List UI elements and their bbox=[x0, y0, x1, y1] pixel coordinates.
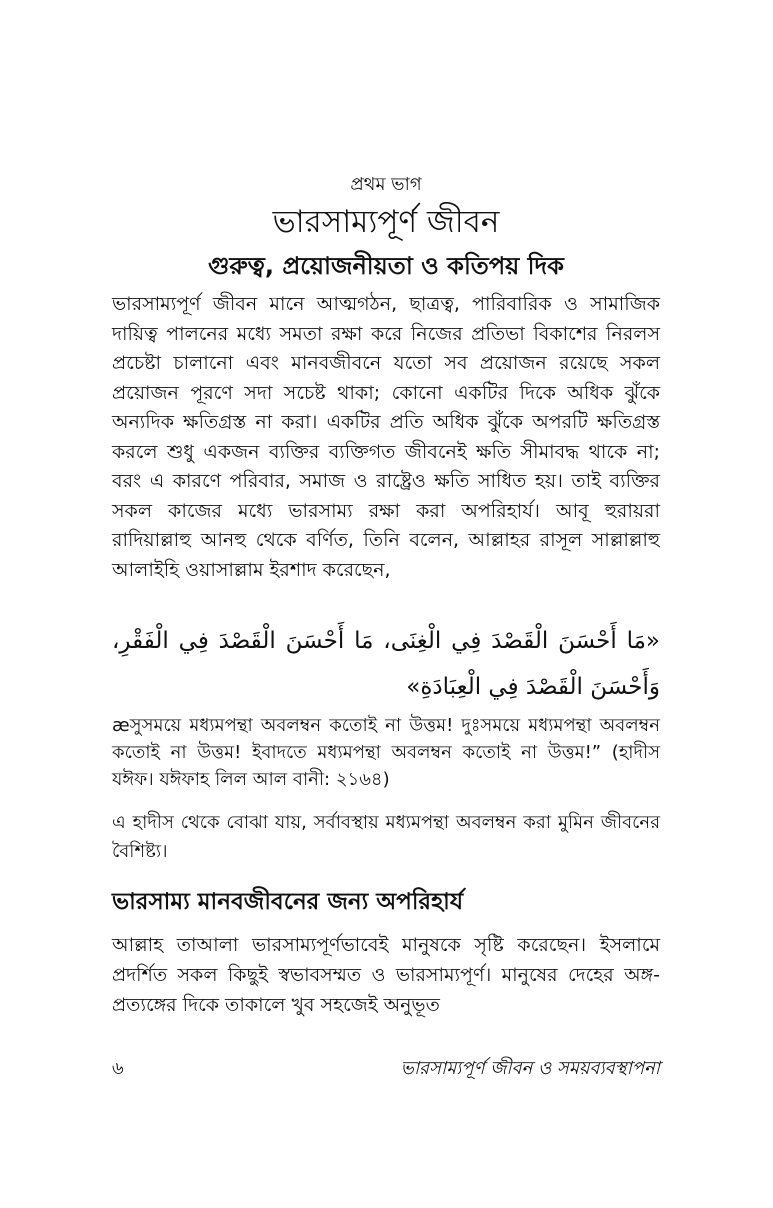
book-page bbox=[112, 0, 660, 1208]
paragraph-intro: ভারসাম্যপূর্ণ জীবন মানে আত্মগঠন, ছাত্রত্ব, পারিবারিক ও সামাজিক দায়িত্ব পালনের মধ্যে সমতা রক্ষা করে নিজের প্রতিভা বিকাশের নিরলস প্রচেষ্টা চালানো এবং মানবজীবনে যতো সব প্রয়োজন রয়েছে সকল প্রয়োজন পূরণে সদা সচেষ্ট থাকা; কোনো একটির দিকে অধিক ঝুঁকে অন্যদিক ক্ষতিগ্রস্ত না করা। একটির প্রতি অধিক ঝুঁকে অপরটি ক্ষতিগ্রস্ত করলে শুধু একজন ব্যক্তির ব্যক্তিগত জীবনেই ক্ষতি সীমাবদ্ধ থাকে না; বরং এ কারণে পরিবার, সমাজ ও রাষ্ট্রেও ক্ষতি সাধিত হয়। তাই ব্যক্তির সকল কাজের মধ্যে ভারসাম্য রক্ষা করা অপরিহার্য। আবূ হুরায়রা রাদিয়াল্লাহু আনহু থেকে বর্ণিত, তিনি বলেন, আল্লাহর রাসূল সাল্লাল্লাহু আলাইহি ওয়াসাল্লাম ইরশাদ করেছেন, bbox=[112, 293, 660, 581]
page-number: ৬ bbox=[112, 1058, 124, 1079]
page-footer bbox=[112, 1054, 660, 1082]
running-title: ভারসাম্যপূর্ণ জীবন ও সময়ব্যবস্থাপনা bbox=[400, 1058, 660, 1079]
paragraph-conclusion: এ হাদীস থেকে বোঝা যায়, সর্বাবস্থায় মধ্যমপন্থা অবলম্বন করা মুমিন জীবনের বৈশিষ্ট্য। bbox=[112, 812, 660, 862]
hadith-translation: æসুসময়ে মধ্যমপন্থা অবলম্বন কতোই না উত্তম! দুঃসময়ে মধ্যমপন্থা অবলম্বন কতোই না উত্তম! ইবাদতে মধ্যমপন্থা অবলম্বন কতোই না উত্তম!” (হাদীস যঈফ। যঈফাহ লিল আল বানী: ২১৬৪) bbox=[112, 715, 660, 790]
paragraph-section: আল্লাহ তাআলা ভারসাম্যপূর্ণভাবেই মানুষকে সৃষ্টি করেছেন। ইসলামে প্রদর্শিত সকল কিছুই স্বভাবসম্মত ও ভারসাম্যপূর্ণ। মানুষের দেহের অঙ্গ-প্রত্যঙ্গের দিকে তাকালে খুব সহজেই অনুভূত bbox=[112, 934, 660, 1016]
part-label: প্রথম ভাগ bbox=[350, 174, 422, 195]
section-heading: ভারসাম্য মানবজীবনের জন্য অপরিহার্য bbox=[112, 889, 464, 915]
chapter-subtitle: গুরুত্ব, প্রয়োজনীয়তা ও কতিপয় দিক bbox=[208, 252, 564, 280]
arabic-hadith: «مَا أَحْسَنَ الْقَصْدَ فِي الْغِنَى، مَا أَحْسَنَ الْقَصْدَ فِي الْفَقْرِ، وَأَحْسَنَ الْقَصْدَ فِي الْعِبَادَةِ» bbox=[112, 628, 660, 700]
chapter-title: ভারসাম্যপূর্ণ জীবন bbox=[272, 204, 500, 240]
